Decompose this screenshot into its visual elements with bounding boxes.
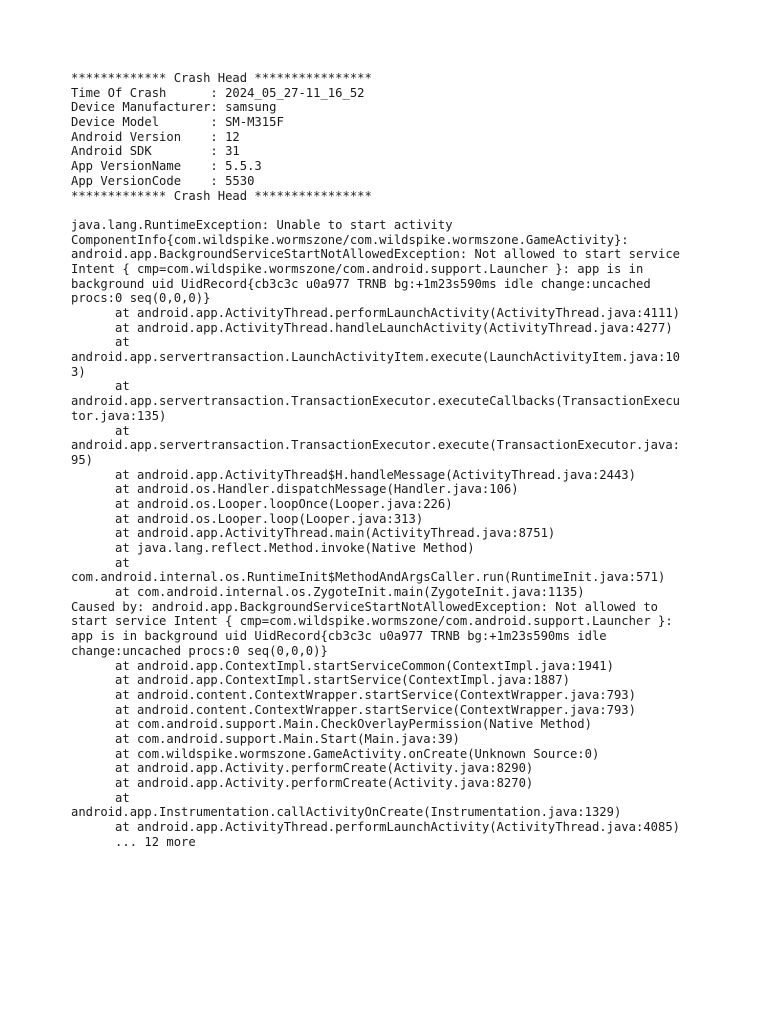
log-line <box>71 203 711 218</box>
log-line: Android SDK : 31 <box>71 144 240 159</box>
log-line: at android.content.ContextWrapper.startService(ContextWrapper.java:793) <box>71 702 636 717</box>
log-line: ComponentInfo{com.wildspike.wormszone/com.wildspike.wormszone.GameActivity}: <box>71 232 629 247</box>
log-line: at android.os.Looper.loop(Looper.java:313) <box>71 511 424 526</box>
log-line: at <box>71 555 130 570</box>
log-line: at android.app.Activity.performCreate(Activity.java:8270) <box>71 776 534 790</box>
log-line: at <box>71 379 130 394</box>
log-line: at android.app.ActivityThread.handleLaunchActivity(ActivityThread.java:4277) <box>71 320 673 335</box>
log-line: at com.android.support.Main.Start(Main.java:39) <box>71 731 460 746</box>
log-line: background uid UidRecord{cb3c3c u0a977 TRNB bg:+1m23s590ms idle change:uncached <box>71 276 651 291</box>
log-line: Time Of Crash : 2024_05_27-11_16_52 <box>71 85 365 100</box>
log-line: java.lang.RuntimeException: Unable to start activity <box>71 217 453 232</box>
log-line: change:uncached procs:0 seq(0,0,0)} <box>71 643 328 658</box>
log-line: android.app.Instrumentation.callActivityOnCreate(Instrumentation.java:1329) <box>71 805 622 820</box>
log-line: android.app.BackgroundServiceStartNotAllowedException: Not allowed to start service <box>71 247 681 262</box>
log-line: android.app.servertransaction.TransactionExecutor.executeCallbacks(TransactionExecu <box>71 394 681 409</box>
log-line: at android.app.ActivityThread$H.handleMessage(ActivityThread.java:2443) <box>71 467 636 482</box>
log-line: Device Manufacturer: samsung <box>71 100 277 115</box>
log-line: com.android.internal.os.RuntimeInit$MethodAndArgsCaller.run(RuntimeInit.java:571) <box>71 570 666 585</box>
log-line: at android.content.ContextWrapper.startService(ContextWrapper.java:793) <box>71 687 636 702</box>
log-line: 3) <box>71 364 86 379</box>
log-line: at <box>71 790 130 805</box>
log-line: android.app.servertransaction.TransactionExecutor.execute(TransactionExecutor.java: <box>71 438 681 453</box>
log-line: at android.app.Activity.performCreate(Activity.java:8290) <box>71 761 534 776</box>
log-line: at android.app.ContextImpl.startService(ContextImpl.java:1887) <box>71 673 570 688</box>
log-line: ... 12 more <box>71 834 196 849</box>
log-line: App VersionName : 5.5.3 <box>71 159 262 174</box>
log-line: at android.app.ContextImpl.startServiceCommon(ContextImpl.java:1941) <box>71 658 614 673</box>
log-line: at <box>71 335 130 350</box>
log-line: at com.wildspike.wormszone.GameActivity.onCreate(Unknown Source:0) <box>71 746 600 761</box>
crash-log-document <box>71 71 711 849</box>
log-line: android.app.servertransaction.LaunchActivityItem.execute(LaunchActivityItem.java:10 <box>71 350 681 365</box>
log-line: at com.android.internal.os.ZygoteInit.main(ZygoteInit.java:1135) <box>71 585 585 600</box>
log-line: ************* Crash Head **************** <box>71 71 372 85</box>
log-line: ************* Crash Head **************** <box>71 188 372 203</box>
log-line: at android.os.Looper.loopOnce(Looper.java:226) <box>71 496 453 511</box>
log-line: at <box>71 423 130 438</box>
log-line: 95) <box>71 452 94 467</box>
log-line: at android.app.ActivityThread.performLaunchActivity(ActivityThread.java:4085) <box>71 820 681 835</box>
log-line: at android.app.ActivityThread.main(ActivityThread.java:8751) <box>71 526 556 541</box>
log-line: at com.android.support.Main.CheckOverlayPermission(Native Method) <box>71 717 592 732</box>
log-line: start service Intent { cmp=com.wildspike.wormszone/com.android.support.Launcher }: <box>71 614 673 629</box>
log-line: at android.os.Handler.dispatchMessage(Handler.java:106) <box>71 482 519 497</box>
log-line: Android Version : 12 <box>71 129 240 144</box>
log-line: Caused by: android.app.BackgroundServiceStartNotAllowedException: Not allowed to <box>71 599 658 614</box>
log-line: procs:0 seq(0,0,0)} <box>71 291 211 306</box>
log-line: Intent { cmp=com.wildspike.wormszone/com.android.support.Launcher }: app is in <box>71 261 644 276</box>
log-line: at android.app.ActivityThread.performLaunchActivity(ActivityThread.java:4111) <box>71 306 681 320</box>
log-line: Device Model : SM-M315F <box>71 115 284 130</box>
log-line: tor.java:135) <box>71 408 167 423</box>
log-line: at java.lang.reflect.Method.invoke(Native Method) <box>71 541 475 555</box>
log-line: App VersionCode : 5530 <box>71 173 255 188</box>
log-line: app is in background uid UidRecord{cb3c3c u0a977 TRNB bg:+1m23s590ms idle <box>71 629 607 644</box>
